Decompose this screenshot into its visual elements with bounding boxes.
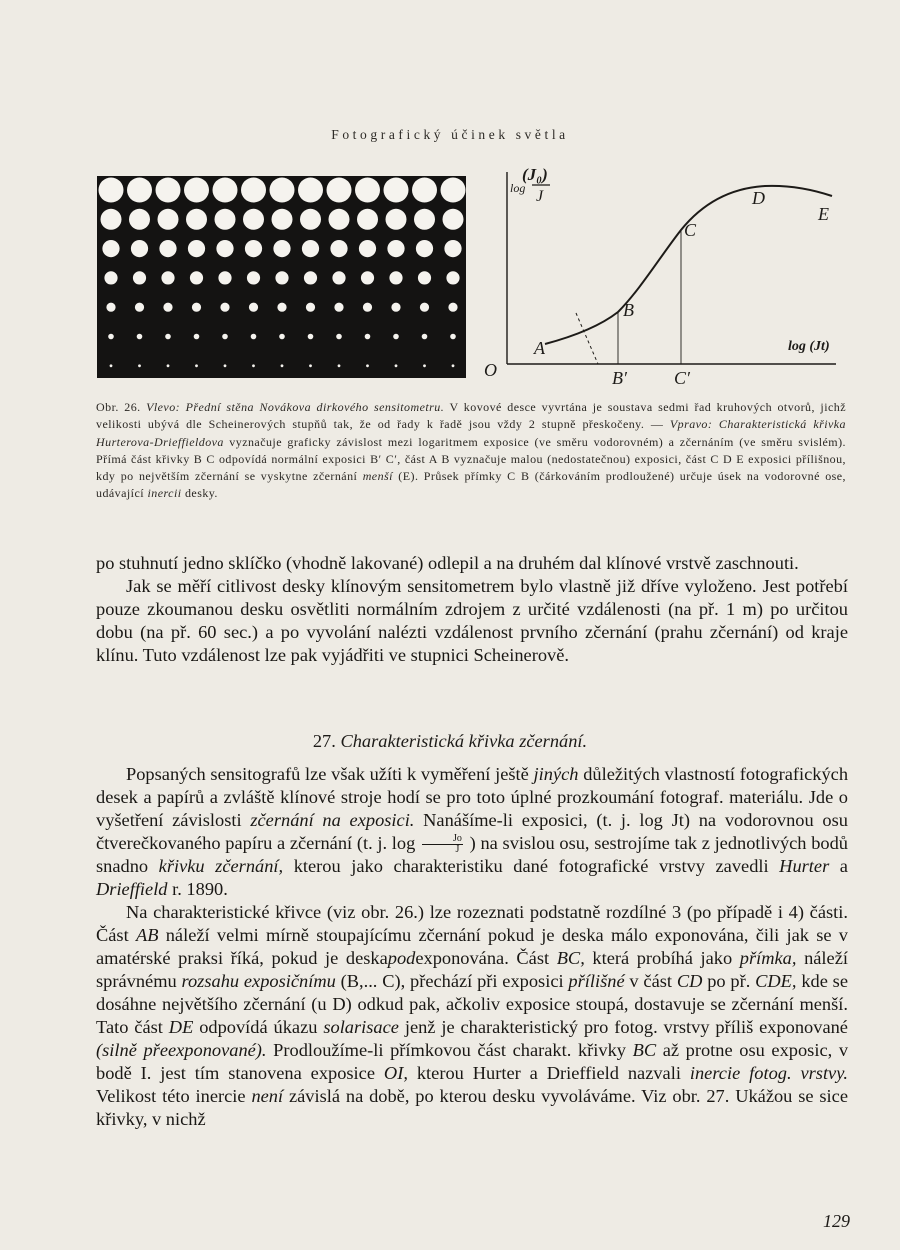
plate-hole bbox=[298, 178, 323, 203]
plate-hole bbox=[102, 240, 119, 257]
p4-cd: CD bbox=[676, 971, 703, 992]
p3-b-italic: zčernání na exposici. bbox=[250, 810, 415, 830]
plate-hole bbox=[129, 209, 150, 230]
plate-hole bbox=[395, 364, 398, 367]
plate-hole bbox=[330, 240, 347, 257]
plate-hole bbox=[106, 303, 115, 312]
section-title: Charakteristická křivka zčernání. bbox=[340, 731, 588, 751]
plate-hole bbox=[243, 209, 264, 230]
plate-hole bbox=[158, 209, 179, 230]
p3-a: Popsaných sensitografů lze však užíti k vyměření ještě bbox=[126, 764, 529, 784]
p4-s12: Prodloužíme-li přímkovou část charakt. křivky bbox=[273, 1040, 626, 1061]
curve-svg bbox=[480, 165, 852, 398]
caption-t3: (E). Průsek přímky C B (čárkováním prodloužené) určuje úsek na vodorovné ose, udávající bbox=[96, 469, 847, 501]
plate-hole bbox=[387, 240, 404, 257]
plate-hole bbox=[167, 364, 170, 367]
plate-hole bbox=[332, 271, 345, 284]
plate-hole bbox=[386, 209, 407, 230]
p3-year: r. 1890. bbox=[172, 879, 228, 900]
p4-neni: není bbox=[251, 1086, 284, 1107]
dashed-extension bbox=[576, 313, 598, 364]
plate-hole bbox=[357, 209, 378, 230]
p3-d: ) na svislou osu, sestrojíme tak z jednotlivých bodů snadno bbox=[96, 833, 848, 877]
plate-hole bbox=[137, 334, 143, 340]
plate-hole bbox=[304, 271, 317, 284]
plate-hole bbox=[272, 209, 293, 230]
y-axis-num: J₀ bbox=[527, 165, 543, 184]
plate-hole bbox=[355, 178, 380, 203]
plate-hole bbox=[366, 364, 369, 367]
plate-hole bbox=[365, 334, 371, 340]
p4-s14: kterou Hurter a Drieffield nazvali bbox=[416, 1063, 681, 1084]
plate-hole bbox=[273, 240, 290, 257]
caption-inercii: inercii bbox=[147, 486, 182, 501]
plate-hole bbox=[188, 240, 205, 257]
y-axis-log: log bbox=[510, 181, 526, 195]
plate-hole bbox=[361, 271, 374, 284]
plate-hole bbox=[110, 364, 113, 367]
p4-pod: pod bbox=[387, 948, 416, 969]
label-e: E bbox=[818, 204, 829, 224]
body-block-1 bbox=[96, 552, 848, 667]
p4-s9: kde se dosáhne největšího zčernání (u D) odkud pak, ačkoliv exposice stoupá, dostavuje se zčernání menší. Tato část bbox=[96, 971, 849, 1038]
plate-hole bbox=[270, 178, 295, 203]
plate-hole bbox=[450, 334, 456, 340]
p4-s3: exponována. Část bbox=[415, 948, 550, 969]
plate-hole bbox=[99, 178, 124, 203]
p4-s16: závislá na době, po kterou desku vyvoláváme. Viz obr. 27. Ukážou se sice křivky, v nichž bbox=[96, 1086, 848, 1130]
p3-b: důležitých vlastností fotografických desek a papírů a zvláště klínové stroje hodí se pro toto úplné prozkoumání fotograf. materiálu. Jde o vyšetření závislosti bbox=[96, 764, 849, 830]
plate-hole bbox=[163, 303, 172, 312]
plate-hole bbox=[156, 178, 181, 203]
plate-hole bbox=[441, 178, 466, 203]
plate-hole bbox=[251, 334, 257, 340]
label-b-prime: B′ bbox=[612, 368, 627, 388]
p3-c: Nanášíme-li exposici, (t. j. log Jt) na vodorovnou osu čtverečkovaného papíru a zčernání (t. j. log bbox=[96, 810, 848, 853]
p4-de: DE bbox=[168, 1017, 194, 1038]
label-d: D bbox=[752, 188, 765, 208]
p4-rozsahu: rozsahu exposičnímu bbox=[181, 971, 336, 992]
sensitometer-plate-figure bbox=[97, 176, 466, 378]
p3-frac-num: Jo bbox=[422, 834, 463, 845]
plate-hole bbox=[277, 303, 286, 312]
p4-s4: která probíhá jako bbox=[592, 948, 733, 969]
section-number: 27. bbox=[312, 731, 336, 751]
plate-hole bbox=[247, 271, 260, 284]
y-axis-den: J bbox=[536, 188, 544, 205]
paragraph-2: Jak se měří citlivost desky klínovým sensitometrem bylo vlastně již dříve vyloženo. Jest potřebí pouze zkoumanou desku osvětliti normálním zdrojem z určité vzdálenosti (na př. 1 m) po určitou dobu (na př. 60 sec.) a po vyvolání nalézti vzdálenost prvního zčernání (prahu zčernání) od kraje klínu. Tuto vzdálenost lze pak vyjádřiti ve stupnici Scheinerově. bbox=[96, 576, 848, 665]
p4-s10: odpovídá úkazu bbox=[199, 1017, 318, 1038]
plate-hole bbox=[443, 209, 464, 230]
caption-t2: vyznačuje graficky závislost mezi logaritmem exposice (ve směru vodorovném) a zčernáním (ve směru svislém). Přímá část křivky B C odpovídá normální exposici B′ C′, část A B vyznačuje malou (nedostatečnou) exposici, část C D E exposici přílišnou, kdy po největším zčernání se vyskytne zčernání bbox=[96, 434, 846, 484]
plate-hole bbox=[448, 303, 457, 312]
page-number: 129 bbox=[823, 1211, 850, 1231]
plate-hole bbox=[275, 271, 288, 284]
plate-hole bbox=[308, 334, 314, 340]
p4-s13: až protne osu exposic, v bodě I. jest tím stanovena exposice bbox=[96, 1040, 849, 1084]
body-block-2 bbox=[96, 763, 848, 1131]
running-head: Fotografický účinek světla bbox=[331, 127, 569, 142]
paragraph-4 bbox=[96, 901, 848, 1131]
plate-hole bbox=[300, 209, 321, 230]
plate-hole bbox=[281, 364, 284, 367]
label-c: C bbox=[684, 220, 697, 240]
plate-hole bbox=[184, 178, 209, 203]
plate-hole bbox=[279, 334, 285, 340]
p4-s2: náleží velmi mírně stoupajícímu zčernání pokud je deska málo exponována, čili jak se v amatérské praksi říká, pokud je deska bbox=[96, 925, 848, 969]
plate-hole bbox=[359, 240, 376, 257]
plate-hole bbox=[159, 240, 176, 257]
plate-hole bbox=[194, 334, 200, 340]
label-origin: O bbox=[484, 360, 497, 380]
p4-primka: přímka, bbox=[739, 948, 797, 969]
plate-hole bbox=[224, 364, 227, 367]
caption-left-label: Vlevo: bbox=[146, 400, 181, 414]
plate-hole bbox=[452, 364, 455, 367]
plate-hole bbox=[135, 303, 144, 312]
plate-hole bbox=[220, 303, 229, 312]
plate-hole bbox=[241, 178, 266, 203]
plate-hole bbox=[334, 303, 343, 312]
p4-s6: (B,... C), přechází při exposici bbox=[340, 971, 564, 992]
p4-solarisace: solarisace bbox=[323, 1017, 399, 1038]
plate-hole bbox=[422, 334, 428, 340]
p3-and: a bbox=[839, 856, 848, 877]
p4-prilisne: přílišné bbox=[568, 971, 625, 992]
p4-s7: v část bbox=[629, 971, 673, 992]
p4-bc2: BC bbox=[632, 1040, 657, 1061]
plate-hole bbox=[213, 178, 238, 203]
plate-hole bbox=[138, 364, 141, 367]
label-c-prime: C′ bbox=[674, 368, 690, 388]
p4-s15: Velikost této inercie bbox=[96, 1086, 246, 1107]
section-heading bbox=[0, 731, 900, 752]
p4-s5: náleží správnému bbox=[96, 948, 848, 992]
paragraph-1: po stuhnutí jedno sklíčko (vhodně lakované) odlepil a na druhém dal klínové vrstvě zaschnouti. bbox=[96, 553, 799, 573]
p3-d-italic: křivku zčernání, bbox=[158, 856, 284, 877]
plate-hole bbox=[384, 178, 409, 203]
plate-hole bbox=[391, 303, 400, 312]
plate-hole bbox=[222, 334, 228, 340]
plate-hole bbox=[133, 271, 146, 284]
caption-right-title: Charakteristická křivka Hurterova-Drieffieldova bbox=[96, 417, 846, 449]
plate-hole bbox=[161, 271, 174, 284]
p4-bc: BC, bbox=[556, 948, 585, 969]
plate-hole bbox=[186, 209, 207, 230]
figure-caption bbox=[96, 399, 846, 503]
plate-hole bbox=[190, 271, 203, 284]
p3-frac-den: J bbox=[455, 844, 460, 856]
plate-hole bbox=[389, 271, 402, 284]
plate-hole bbox=[412, 178, 437, 203]
label-a: A bbox=[534, 338, 545, 358]
p4-inercie: inercie fotog. vrstvy. bbox=[689, 1063, 848, 1084]
caption-obr: Obr. 26. bbox=[96, 400, 141, 414]
caption-mensi: menší bbox=[362, 469, 393, 484]
caption-t1: V kovové desce vyvrtána je soustava sedmi řad kruhových otvorů, jichž velikosti ubývá dle Scheinerových stupňů tak, že od řady k řadě jsou vždy 2 stupně přeskočeny. — bbox=[96, 400, 846, 432]
plate-hole bbox=[192, 303, 201, 312]
plate-hole bbox=[108, 334, 114, 340]
plate-hole bbox=[218, 271, 231, 284]
p4-s1: Na charakteristické křivce (viz obr. 26.) lze rozeznati podstatně rozdílné 3 (po případě i 4) části. Část bbox=[96, 902, 848, 946]
caption-t4: desky. bbox=[184, 486, 218, 501]
plate-hole bbox=[414, 209, 435, 230]
plate-hole bbox=[418, 271, 431, 284]
plate-hole bbox=[195, 364, 198, 367]
p4-oi: OI, bbox=[383, 1063, 408, 1084]
plate-hole bbox=[249, 303, 258, 312]
plate-hole bbox=[363, 303, 372, 312]
caption-text bbox=[96, 399, 846, 503]
plate-hole bbox=[420, 303, 429, 312]
plate-hole bbox=[131, 240, 148, 257]
p4-silne: (silně přeexponované). bbox=[96, 1040, 267, 1061]
p4-ab: AB bbox=[135, 925, 159, 946]
plate-hole bbox=[127, 178, 152, 203]
plate-hole bbox=[104, 271, 117, 284]
plate-hole bbox=[393, 334, 399, 340]
characteristic-curve bbox=[545, 186, 832, 344]
paragraph-3 bbox=[96, 763, 848, 901]
p3-e: kterou jako charakteristiku dané fotografické vrstvy zavedli bbox=[293, 856, 769, 877]
characteristic-curve-figure bbox=[480, 165, 852, 398]
hole-grid bbox=[97, 176, 466, 378]
plate-hole bbox=[245, 240, 262, 257]
p4-s8: po př. bbox=[707, 971, 751, 992]
p3-drieffield: Drieffield bbox=[96, 879, 168, 900]
label-b: B bbox=[623, 300, 634, 320]
plate-hole bbox=[252, 364, 255, 367]
plate-hole bbox=[423, 364, 426, 367]
plate-hole bbox=[446, 271, 459, 284]
plate-hole bbox=[329, 209, 350, 230]
caption-left-title: Přední stěna Novákova dirkového sensitometru. bbox=[185, 400, 445, 414]
plate-hole bbox=[416, 240, 433, 257]
plate-hole bbox=[336, 334, 342, 340]
plate-hole bbox=[306, 303, 315, 312]
plate-hole bbox=[165, 334, 171, 340]
label-x-axis: log (Jt) bbox=[788, 339, 830, 354]
p3-hurter: Hurter bbox=[779, 856, 830, 877]
plate-hole bbox=[215, 209, 236, 230]
plate-hole bbox=[302, 240, 319, 257]
plate-hole bbox=[444, 240, 461, 257]
plate-hole bbox=[309, 364, 312, 367]
plate-hole bbox=[327, 178, 352, 203]
p3-fraction bbox=[422, 834, 463, 855]
plate-hole bbox=[101, 209, 122, 230]
y-axis-frac: (J₀) bbox=[522, 165, 548, 184]
caption-right-label: Vpravo: bbox=[669, 417, 713, 432]
p4-s11: jenž je charakteristický pro fotog. vrstvy příliš exponované bbox=[404, 1017, 848, 1038]
plate-hole bbox=[338, 364, 341, 367]
p3-a-italic: jiných bbox=[533, 764, 579, 784]
plate-hole bbox=[216, 240, 233, 257]
p4-cde: CDE, bbox=[755, 971, 797, 992]
